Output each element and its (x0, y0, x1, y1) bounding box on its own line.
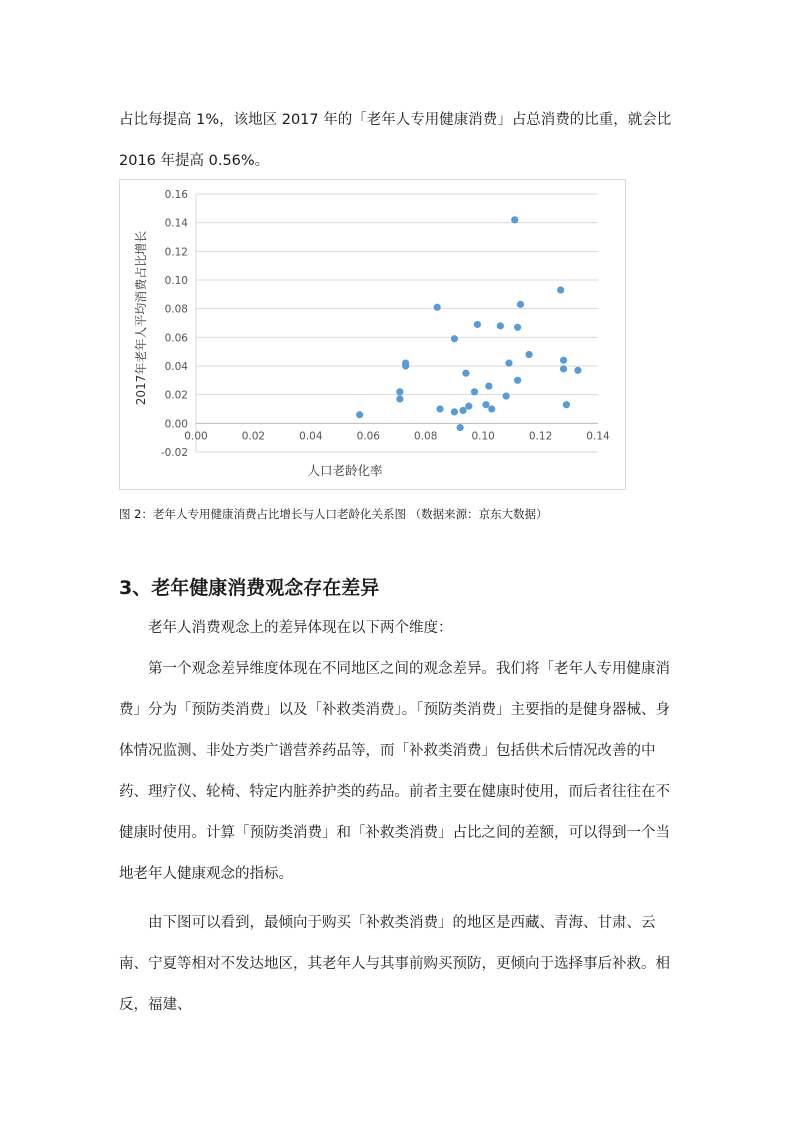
x-tick-label: 0.14 (586, 430, 610, 443)
y-tick-label: 0.12 (164, 246, 188, 259)
scatter-point (396, 395, 403, 402)
scatter-point (465, 403, 472, 410)
chart-gridlines (196, 194, 598, 452)
scatter-point (396, 388, 403, 395)
y-tick-label: 0.02 (164, 389, 188, 402)
y-tick-label: -0.02 (160, 447, 188, 459)
scatter-point (511, 216, 518, 223)
scatter-point (457, 424, 464, 431)
scatter-point (514, 377, 521, 384)
scatter-chart-frame (119, 179, 626, 490)
scatter-point (434, 304, 441, 311)
scatter-point (525, 351, 532, 358)
y-tick-label: 0.08 (164, 303, 188, 316)
y-tick-label: 0.04 (164, 361, 188, 373)
x-tick-label: 0.12 (528, 430, 553, 443)
scatter-point (451, 335, 458, 342)
y-tick-label: 0.00 (164, 418, 188, 431)
scatter-point (560, 357, 567, 364)
paragraph-3: 由下图可以看到，最倾向于购买「补救类消费」的地区是西藏、青海、甘肃、云南、宁夏等相对不发达地区，其老年人与其事前购买预防，更倾向于选择事后补救。相反，福建、 (119, 915, 670, 1013)
scatter-point (560, 365, 567, 372)
x-tick-label: 0.08 (414, 430, 438, 443)
intro-line-2: 2016 年提高 0.56%。 (119, 153, 270, 169)
scatter-point (471, 388, 478, 395)
scatter-point (517, 301, 524, 308)
y-tick-label: 0.06 (164, 332, 188, 345)
scatter-point (482, 401, 489, 408)
scatter-point (488, 405, 495, 412)
section-heading: 3、老年健康消费观念存在差异 (119, 577, 380, 599)
chart-points (356, 216, 581, 431)
x-tick-label: 0.02 (241, 430, 266, 443)
scatter-point (505, 360, 512, 367)
scatter-point (462, 370, 469, 377)
paragraph-1: 老年人消费观念上的差异体现在以下两个维度： (148, 620, 453, 636)
x-tick-label: 0.10 (471, 430, 495, 443)
x-tick-label: 0.00 (184, 430, 208, 443)
scatter-point (503, 393, 510, 400)
scatter-point (557, 286, 564, 293)
y-tick-label: 0.16 (164, 189, 188, 201)
scatter-point (451, 408, 458, 415)
scatter-point (356, 411, 363, 418)
chart-tick-labels (161, 189, 610, 459)
y-tick-label: 0.10 (164, 275, 188, 287)
x-axis-label: 人口老龄化率 (307, 463, 383, 478)
scatter-point (459, 407, 466, 414)
scatter-point (485, 382, 492, 389)
scatter-point (497, 322, 504, 329)
scatter-point (474, 321, 481, 328)
paragraph-2: 第一个观念差异维度体现在不同地区之间的观念差异。我们将「老年人专用健康消费」分为「预防类消费」以及「补救类消费」。「预防类消费」主要指的是健身器械、身体情况监测、非处方类广谱营养药品等，而「补救类消费」包括供术后情况改善的中药、理疗仪、轮椅、特定内脏养护类的药品。前者主要在健康时使用，而后者往往在不健康时使用。计算「预防类消费」和「补救类消费」占比之间的差额，可以得到一个当地老年人健康观念的指标。 (119, 661, 670, 882)
scatter-point (436, 405, 443, 412)
scatter-point (574, 367, 581, 374)
scatter-point (402, 362, 409, 369)
y-tick-label: 0.14 (164, 217, 188, 230)
scatter-point (563, 401, 570, 408)
scatter-chart (120, 180, 625, 489)
figure-caption: 图 2：老年人专用健康消费占比增长与人口老龄化关系图 （数据来源：京东大数据） (119, 507, 548, 521)
x-tick-label: 0.04 (299, 430, 323, 443)
scatter-point (514, 324, 521, 331)
intro-line-1: 占比每提高 1%，该地区 2017 年的「老年人专用健康消费」占总消费的比重，就会比 (119, 112, 672, 128)
x-tick-label: 0.06 (356, 430, 380, 443)
y-axis-label: 2017年老年人平均消费占比增长 (134, 230, 148, 406)
